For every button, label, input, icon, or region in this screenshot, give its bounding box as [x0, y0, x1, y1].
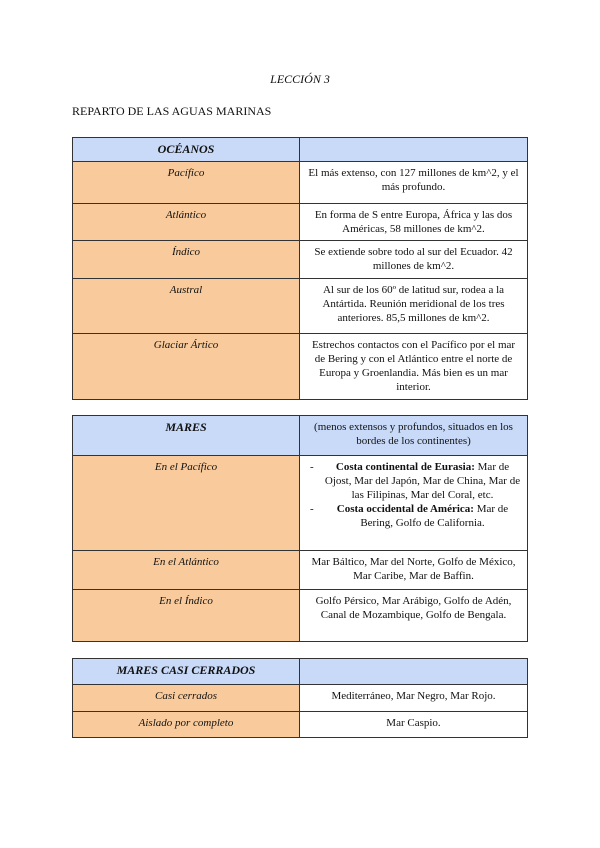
oceanos-table — [72, 137, 528, 400]
section-subtitle: REPARTO DE LAS AGUAS MARINAS — [72, 104, 272, 118]
list-item — [324, 502, 521, 530]
item-text: Mar de Bering, Golfo de California. — [360, 503, 509, 529]
row-name: En el Pacífico — [73, 456, 300, 551]
table-row — [73, 712, 528, 738]
table-header: MARES CASI CERRADOS — [73, 659, 300, 685]
row-name: Glaciar Ártico — [73, 334, 300, 400]
table-header-note — [300, 659, 528, 685]
item-text: Mar de Ojost, Mar del Japón, Mar de China, Mar de las Filipinas, Mar del Coral, etc. — [324, 461, 521, 501]
table-row — [73, 241, 528, 279]
row-name: Atlántico — [73, 204, 300, 241]
row-desc: En forma de S entre Europa, África y las dos Américas, 58 millones de km^2. — [300, 204, 528, 241]
row-desc: Mar Caspio. — [300, 712, 528, 738]
row-name: Casi cerrados — [73, 685, 300, 712]
row-desc: Mar Báltico, Mar del Norte, Golfo de México, Mar Caribe, Mar de Baffin. — [300, 551, 528, 590]
table-row — [73, 279, 528, 334]
row-name: Austral — [73, 279, 300, 334]
row-name: Pacífico — [73, 162, 300, 204]
table-header: OCÉANOS — [73, 138, 300, 162]
item-heading: Costa continental de Eurasia: — [335, 461, 475, 473]
item-heading: Costa occidental de América: — [336, 503, 474, 515]
row-desc: El más extenso, con 127 millones de km^2, y el más profundo. — [300, 162, 528, 204]
row-name: En el Índico — [73, 590, 300, 642]
table-row — [73, 162, 528, 204]
table-row — [73, 334, 528, 400]
row-name: Aislado por completo — [73, 712, 300, 738]
table-row — [73, 456, 528, 551]
table-header-note: (menos extensos y profundos, situados en los bordes de los continentes) — [300, 416, 528, 456]
row-name: Índico — [73, 241, 300, 279]
table-header: MARES — [73, 416, 300, 456]
row-desc: Se extiende sobre todo al sur del Ecuador. 42 millones de km^2. — [300, 241, 528, 279]
list-item — [324, 460, 521, 502]
table-header-note — [300, 138, 528, 162]
row-desc — [300, 456, 528, 551]
table-row — [73, 590, 528, 642]
row-desc: Golfo Pérsico, Mar Arábigo, Golfo de Adén, Canal de Mozambique, Golfo de Bengala. — [300, 590, 528, 642]
table-row — [73, 551, 528, 590]
row-desc: Estrechos contactos con el Pacífico por el mar de Bering y con el Atlántico entre el norte de Europa y Groenlandia. Más bien es un mar interior. — [300, 334, 528, 400]
mares-cerrados-table — [72, 658, 528, 738]
row-name: En el Atlántico — [73, 551, 300, 590]
row-desc: Al sur de los 60º de latitud sur, rodea a la Antártida. Reunión meridional de los tres anteriores. 85,5 millones de km^2. — [300, 279, 528, 334]
row-desc: Mediterráneo, Mar Negro, Mar Rojo. — [300, 685, 528, 712]
table-row — [73, 204, 528, 241]
mares-table — [72, 415, 528, 642]
table-row — [73, 685, 528, 712]
lesson-title: LECCIÓN 3 — [270, 72, 330, 86]
